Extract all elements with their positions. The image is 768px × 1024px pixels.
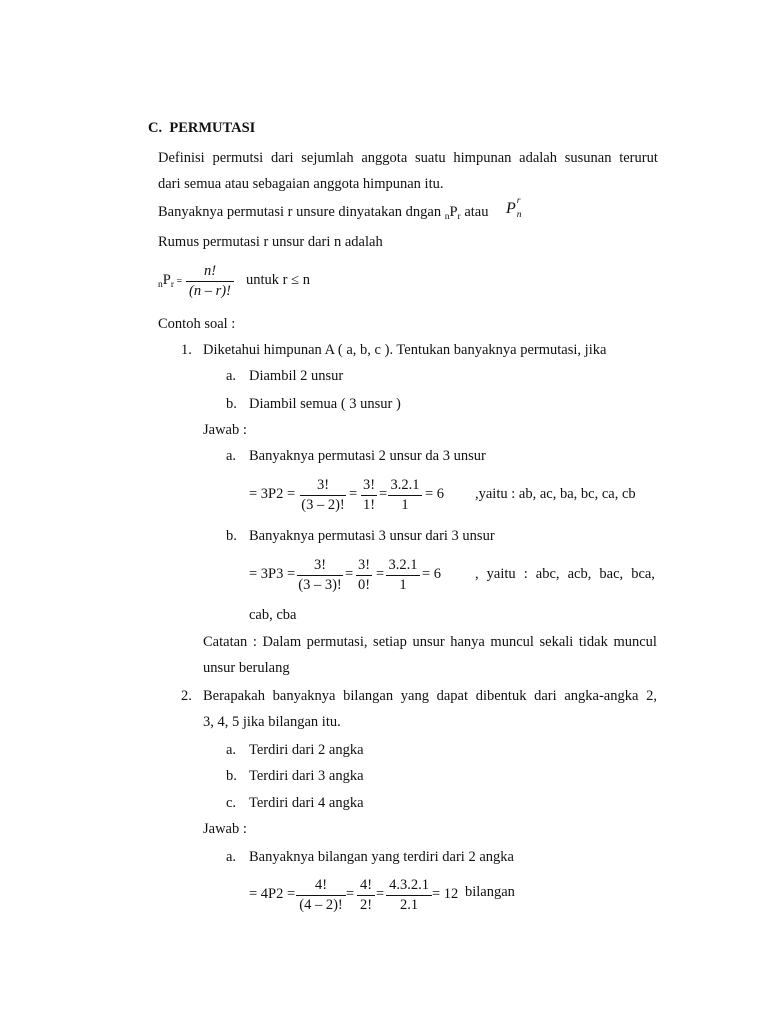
q2a-fraction-3 <box>386 877 432 914</box>
q2-jawab: Jawab : <box>203 821 247 837</box>
q2-text-line-2: 3, 4, 5 jika bilangan itu. <box>203 714 341 730</box>
q2a-lhs: = 4P2 = <box>249 886 296 902</box>
q2-number: 2. <box>181 688 192 704</box>
q1-option-a-label: a. <box>226 368 237 384</box>
q2a-fraction-1 <box>296 877 346 914</box>
q2-option-b-label: b. <box>226 768 237 784</box>
catatan-word: setiap <box>373 634 407 650</box>
q1b-note-word: bac, <box>599 566 624 582</box>
formula-numerator: n! <box>203 263 217 279</box>
q2-option-a-text: Terdiri dari 2 angka <box>249 742 364 758</box>
catatan-word: hanya <box>450 634 485 650</box>
q1a-lhs: = 3P2 = <box>249 486 296 502</box>
intro-word: adalah <box>519 150 557 166</box>
q2a-f1-den: (4 – 2)! <box>299 897 343 913</box>
formula-n-sub: n <box>158 280 163 290</box>
q1-answer-b-text: Banyaknya permutasi 3 unsur dari 3 unsur <box>249 528 495 544</box>
fraction-bar <box>297 575 343 576</box>
q2-answer-a-label: a. <box>226 849 237 865</box>
intro-word: permutsi <box>212 150 264 166</box>
catatan-word: : <box>252 634 257 650</box>
equals-sign: = <box>349 486 358 502</box>
q1-option-a-text: Diambil 2 unsur <box>249 368 344 384</box>
q2a-f2-den: 2! <box>359 897 373 913</box>
fraction-bar <box>361 495 377 496</box>
q2-word: 2, <box>646 688 657 704</box>
section-title: PERMUTASI <box>169 120 256 136</box>
q1b-f2-num: 3! <box>357 557 371 573</box>
intro-word: terurut <box>619 150 658 166</box>
formula-denominator: (n – r)! <box>189 283 231 299</box>
q2-word: Berapakah <box>203 688 265 704</box>
q2-word: dari <box>534 688 557 704</box>
catatan-word: unsur <box>412 634 445 650</box>
q1b-note-word: yaitu <box>486 566 516 582</box>
q2-option-b-text: Terdiri dari 3 angka <box>249 768 364 784</box>
q1b-note-word: abc, <box>535 566 560 582</box>
q1-answer-a-text: Banyaknya permutasi 2 unsur da 3 unsur <box>249 448 486 464</box>
q2a-fraction-2 <box>357 877 375 914</box>
intro-word: sejumlah <box>301 150 354 166</box>
fraction-bar <box>296 895 346 896</box>
q1-option-b-text: Diambil semua ( 3 unsur ) <box>249 396 401 412</box>
formula-condition: untuk r ≤ n <box>246 272 310 288</box>
q1b-f1-num: 3! <box>313 557 327 573</box>
q2a-f3-num: 4.3.2.1 <box>389 877 429 893</box>
q1-text: Diketahui himpunan A ( a, b, c ). Tentukan banyaknya permutasi, jika <box>203 342 607 358</box>
q2-answer-a-text: Banyaknya bilangan yang terdiri dari 2 angka <box>249 849 514 865</box>
catatan-line-1 <box>203 634 657 651</box>
q1-answer-b-label: b. <box>226 528 237 544</box>
q1b-note-word: : <box>523 566 528 582</box>
q1b-fraction-3 <box>386 557 420 594</box>
q1a-note: ,yaitu : ab, ac, ba, bc, ca, cb <box>475 486 636 502</box>
q1a-fraction-3 <box>388 477 422 514</box>
q2-text-line-1 <box>203 688 657 705</box>
equals-sign: = <box>376 566 385 582</box>
intro-atau: atau <box>460 204 489 220</box>
formula-r-sub: r <box>170 280 174 290</box>
q1a-f2-num: 3! <box>362 477 376 493</box>
formula-eq: = <box>174 276 183 287</box>
catatan-word: Dalam <box>262 634 302 650</box>
q1b-f3-num: 3.2.1 <box>388 557 418 573</box>
q2-word: yang <box>400 688 429 704</box>
intro-P: P <box>449 204 458 220</box>
q1b-fraction-2 <box>356 557 372 594</box>
catatan-word: permutasi, <box>306 634 368 650</box>
catatan-word: Catatan <box>203 634 248 650</box>
q2-word: bilangan <box>343 688 394 704</box>
q2a-unit: bilangan <box>465 884 515 900</box>
q1a-f1-den: (3 – 2)! <box>301 497 345 513</box>
q1b-note-word: bca, <box>631 566 655 582</box>
notation-sup: r <box>516 196 521 206</box>
q1a-f3-num: 3.2.1 <box>390 477 420 493</box>
intro-word: Definisi <box>158 150 205 166</box>
q1a-fraction-1 <box>300 477 346 514</box>
intro-line-2: dari semua atau sebagaian anggota himpunan itu. <box>158 176 444 192</box>
intro-line-3 <box>158 204 488 222</box>
formula-P: P <box>162 272 171 288</box>
permutation-notation <box>506 196 522 220</box>
q1a-f1-num: 3! <box>316 477 330 493</box>
catatan-word: muncul <box>613 634 657 650</box>
q1b-note-continued: cab, cba <box>249 607 297 623</box>
section-heading <box>148 120 255 137</box>
equals-sign: = <box>345 566 354 582</box>
q1-number: 1. <box>181 342 192 358</box>
intro-line-4: Rumus permutasi r unsur dari n adalah <box>158 234 383 250</box>
intro-word: susunan <box>564 150 612 166</box>
q2-option-c-text: Terdiri dari 4 angka <box>249 795 364 811</box>
q2-word: dapat <box>436 688 469 704</box>
q1b-f1-den: (3 – 3)! <box>298 577 342 593</box>
q2-option-c-label: c. <box>226 795 237 811</box>
equals-sign: = <box>376 886 385 902</box>
catatan-word: sekali <box>539 634 574 650</box>
q1b-f2-den: 0! <box>357 577 371 593</box>
catatan-word: muncul <box>490 634 534 650</box>
intro-line-3-text: Banyaknya permutasi r unsure dinyatakan dngan <box>158 204 445 220</box>
q1b-note <box>475 566 655 583</box>
notation-P: P <box>506 200 516 217</box>
q2-word: angka-angka <box>564 688 639 704</box>
notation-sub: n <box>516 210 522 220</box>
intro-word: himpunan <box>453 150 512 166</box>
q2a-f2-num: 4! <box>359 877 373 893</box>
q1b-note-word: acb, <box>567 566 592 582</box>
intro-n-sub: n <box>444 212 450 222</box>
intro-word: anggota <box>361 150 408 166</box>
q1a-fraction-2 <box>361 477 377 514</box>
q1-option-b-label: b. <box>226 396 237 412</box>
q2a-result: = 12 <box>432 886 459 902</box>
q2-option-a-label: a. <box>226 742 237 758</box>
q1b-fraction-1 <box>297 557 343 594</box>
q1a-result: = 6 <box>425 486 445 502</box>
q1-answer-a-label: a. <box>226 448 237 464</box>
q1-jawab: Jawab : <box>203 422 247 438</box>
fraction-bar <box>356 575 372 576</box>
intro-r-sub: r <box>457 212 461 222</box>
q1b-result: = 6 <box>422 566 442 582</box>
q1a-f2-den: 1! <box>362 497 376 513</box>
equals-sign: = <box>379 486 388 502</box>
fraction-bar <box>357 895 375 896</box>
q1b-note-word: , <box>475 566 479 582</box>
intro-word: dari <box>270 150 294 166</box>
fraction-bar <box>300 495 346 496</box>
intro-word: suatu <box>415 150 446 166</box>
section-letter: C. <box>148 120 163 136</box>
q1a-f3-den: 1 <box>401 497 409 513</box>
fraction-bar <box>388 495 422 496</box>
q2-word: banyaknya <box>272 688 336 704</box>
formula-bar <box>186 281 234 282</box>
fraction-bar <box>386 895 432 896</box>
q1b-lhs: = 3P3 = <box>249 566 296 582</box>
catatan-word: tidak <box>578 634 608 650</box>
formula-lhs <box>158 272 182 290</box>
formula-fraction <box>186 263 234 300</box>
q1b-f3-den: 1 <box>399 577 407 593</box>
intro-line-1 <box>158 150 658 167</box>
equals-sign: = <box>346 886 355 902</box>
q2a-f3-den: 2.1 <box>399 897 419 913</box>
contoh-label: Contoh soal : <box>158 316 236 332</box>
q2a-f1-num: 4! <box>314 877 328 893</box>
q2-word: dibentuk <box>475 688 527 704</box>
fraction-bar <box>386 575 420 576</box>
catatan-line-2: unsur berulang <box>203 660 290 676</box>
